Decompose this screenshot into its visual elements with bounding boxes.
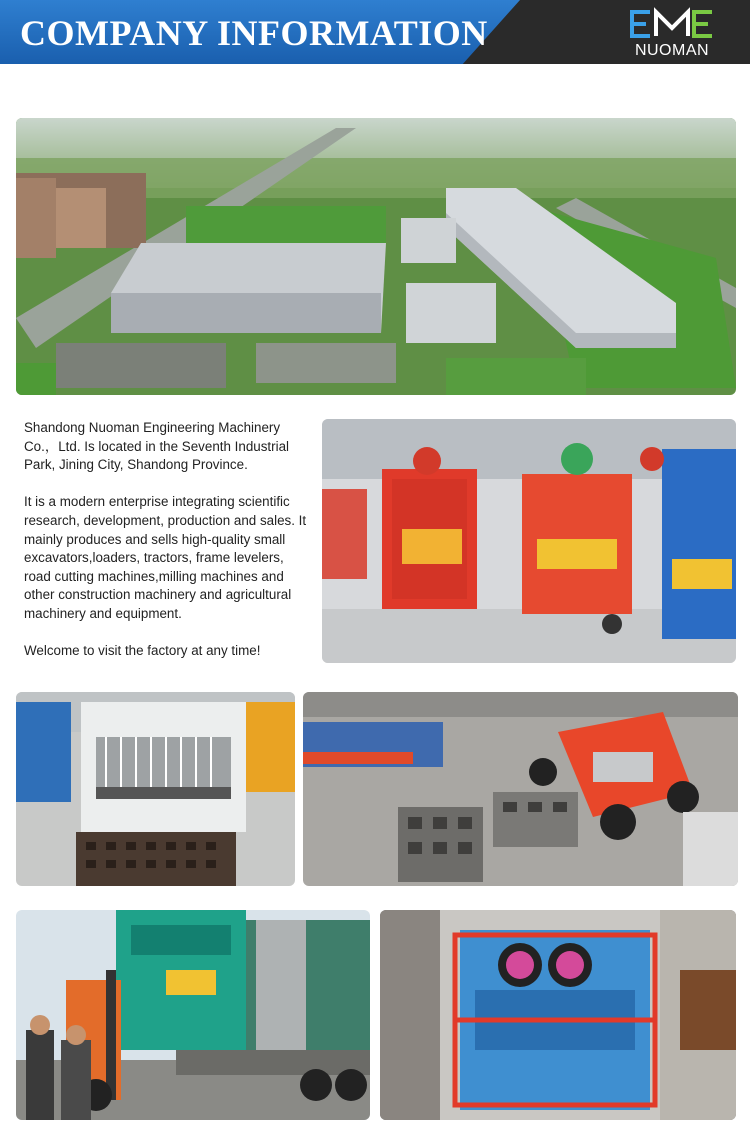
nuoman-logo-icon bbox=[622, 6, 722, 42]
white-block-machine-photo bbox=[16, 692, 295, 886]
red-mobile-block-machine-photo bbox=[303, 692, 738, 886]
intro-paragraph-welcome: Welcome to visit the factory at any time! bbox=[24, 643, 261, 659]
green-machine-container-loading-photo bbox=[16, 910, 370, 1120]
nuoman-logo bbox=[622, 6, 732, 60]
page-title: COMPANY INFORMATION bbox=[20, 13, 488, 53]
intro-paragraph-business: It is a modern enterprise integrating scientific research, development, production and sales. It mainly produces and sells high-quality small excavators,loaders, tractors, frame levelers, road cutting machines,milling machines and other construction machinery and agricultural machinery and equipment. bbox=[24, 494, 307, 621]
blue-machine-in-container-photo bbox=[380, 910, 736, 1120]
red-block-machines-photo bbox=[322, 419, 736, 663]
company-intro bbox=[24, 419, 314, 679]
logo-text: NUOMAN bbox=[634, 42, 710, 59]
factory-aerial-photo bbox=[16, 118, 736, 395]
intro-paragraph-location: Shandong Nuoman Engineering Machinery Co.，Ltd. Is located in the Seventh Industrial Park, Jining City, Shandong Province. bbox=[24, 420, 289, 473]
header-banner bbox=[0, 0, 750, 64]
